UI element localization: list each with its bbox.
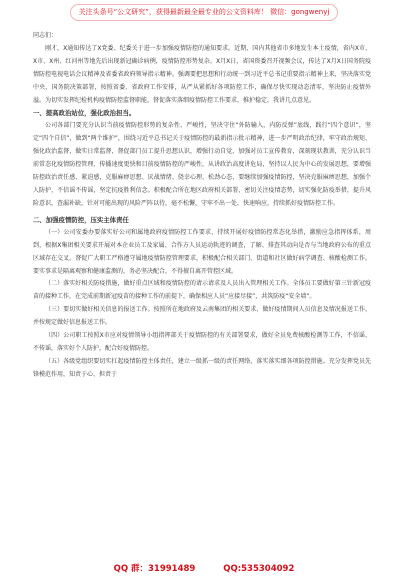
section-heading-2: 二、加强疫情防控，压实主体责任 xyxy=(33,215,129,224)
section2-paragraph-5: （五）各级党组织要切实扛起疫情防控主体责任，建立一级抓一级的责任网络，落实落实细各项防控措施。充分发挥党员先锋模范作用，知责于心、担责于 xyxy=(33,357,371,378)
section1-paragraph: 公司各部门要充分认识当前疫情防控形势的复杂性、严峻性，坚决守住“外防输入，内防反弹”底线，践行“四个意识”，坚定“四个自信”，做到“两个维护”，围绕习近平总书记关于疫情防控的最新指示批示精神，进一步严明政治纪律，牢守政治规矩、强化政治监督，做实日常监督，督促部门员工提升思想认识，增强行动自觉，加强对员工宣传教育，深刻现状教训，充分认识当前常态化疫情防控管理、传播速度更快和目前疫情防控的严峻性，从讲政治高度讲危局，坚持以人民为中心的发展思想，要增强防控政治责任感、紧迫感，克服麻痹思想、厌战情绪、侥幸心理、松劲心态，要继续加强疫情防控，坚决克服麻痹思想，加强个人防护，不信谣不传谣，坚定抗疫胜利信念。积极配合所在地区政府相关部署，密切关注疫情态势，切实强化防疫举措，提升风险意识，查漏补缺，针对可能出现的风险严阵以待，毫不松懈，守牢不出一处，快速响应，持续抓好疫情防控工作。 xyxy=(33,122,371,207)
section2-paragraph-3: （三）要切实做好相关信息的报送工作。按照所在地政府及云南集团的相关要求，做好疫情期间人员信息及情况报送工作，并按规定做好信息报送工作。 xyxy=(33,306,371,327)
footer-qq-group: QQ 群：31991489 xyxy=(113,564,196,574)
footer xyxy=(0,560,408,578)
document-body xyxy=(33,28,371,382)
section2-paragraph-2: （二）落实好相关防疫措施，做好重点区域和疫情防控的请示请求及人员出入管理相关工作。全体员工要做好第三针新冠疫苗的接种工作，在完成前期新冠疫苗的接种工作的前提下，确保相应人员“应接尽接”，共筑防疫“安全墙”。 xyxy=(33,280,371,301)
greeting: 同志们： xyxy=(33,32,58,39)
section2-paragraph-1: （一）公司安委办要落实好公司和属地政府疫情防控工作要求、持续开展好疫情防控常态化举措，激励应急指挥体系，周到，根据X集团相关要求开展对本企业员工及家属、合作方人员运动轨迹的调查，了解、排查其动向是否与当地政府公布的重点区域存在交叉。督促广大职工严格遵守属地疫情防控管理要求，积极配合相关部门、街道和社区做好病学调查、核酸检测工作，要实事求是隔离观察和健康监测的，务必坚决配合，不得擅自离开管控区域。 xyxy=(33,228,371,275)
intro-paragraph: 刚才，X通知传达了X党委、纪委关于进一步加强疫情防控的通知要求。近期，国内其他省市多地发生本土疫情，省内X市、X市、X州、红河州等地先后出现新冠确诊病例，疫情防控形势复杂。X月X日，省国资委召开视频会议，传达了X月X日国务院疫情防控电视电话会议精神及省委省政府领导指示精神。强调要把思想和行动统一到习近平总书记重要指示精神上来，坚决落实党中央、国务院决策部署，按照省委、省政府工作安排，从严从紧抓好各项防控工作，确保尽快实现动态清零，坚决防止疫情外溢。为切实发挥纪检机构疫情防控监督职能，督促落实落细疫情防控工作要求，推护稳定，我讲几点意见。 xyxy=(33,44,371,104)
top-banner xyxy=(0,4,408,30)
banner-text: 关注头条号“公文研究”，获得最新最全最专业的公文资料库！ 微信：gongwenyj xyxy=(70,4,339,21)
footer-qq-number: QQ:535304092 xyxy=(223,564,295,574)
section-heading-1: 一、提高政治站位，强化政治担当。 xyxy=(33,109,136,118)
section2-paragraph-4: （四）公司职工按照X市应对疫情领导小组指挥部关于疫情防控的有关部署要求，做好全员免费核酸检测等工作，不信谣、不传谣，落实好个人防护，配合好疫情防控。 xyxy=(33,332,371,352)
